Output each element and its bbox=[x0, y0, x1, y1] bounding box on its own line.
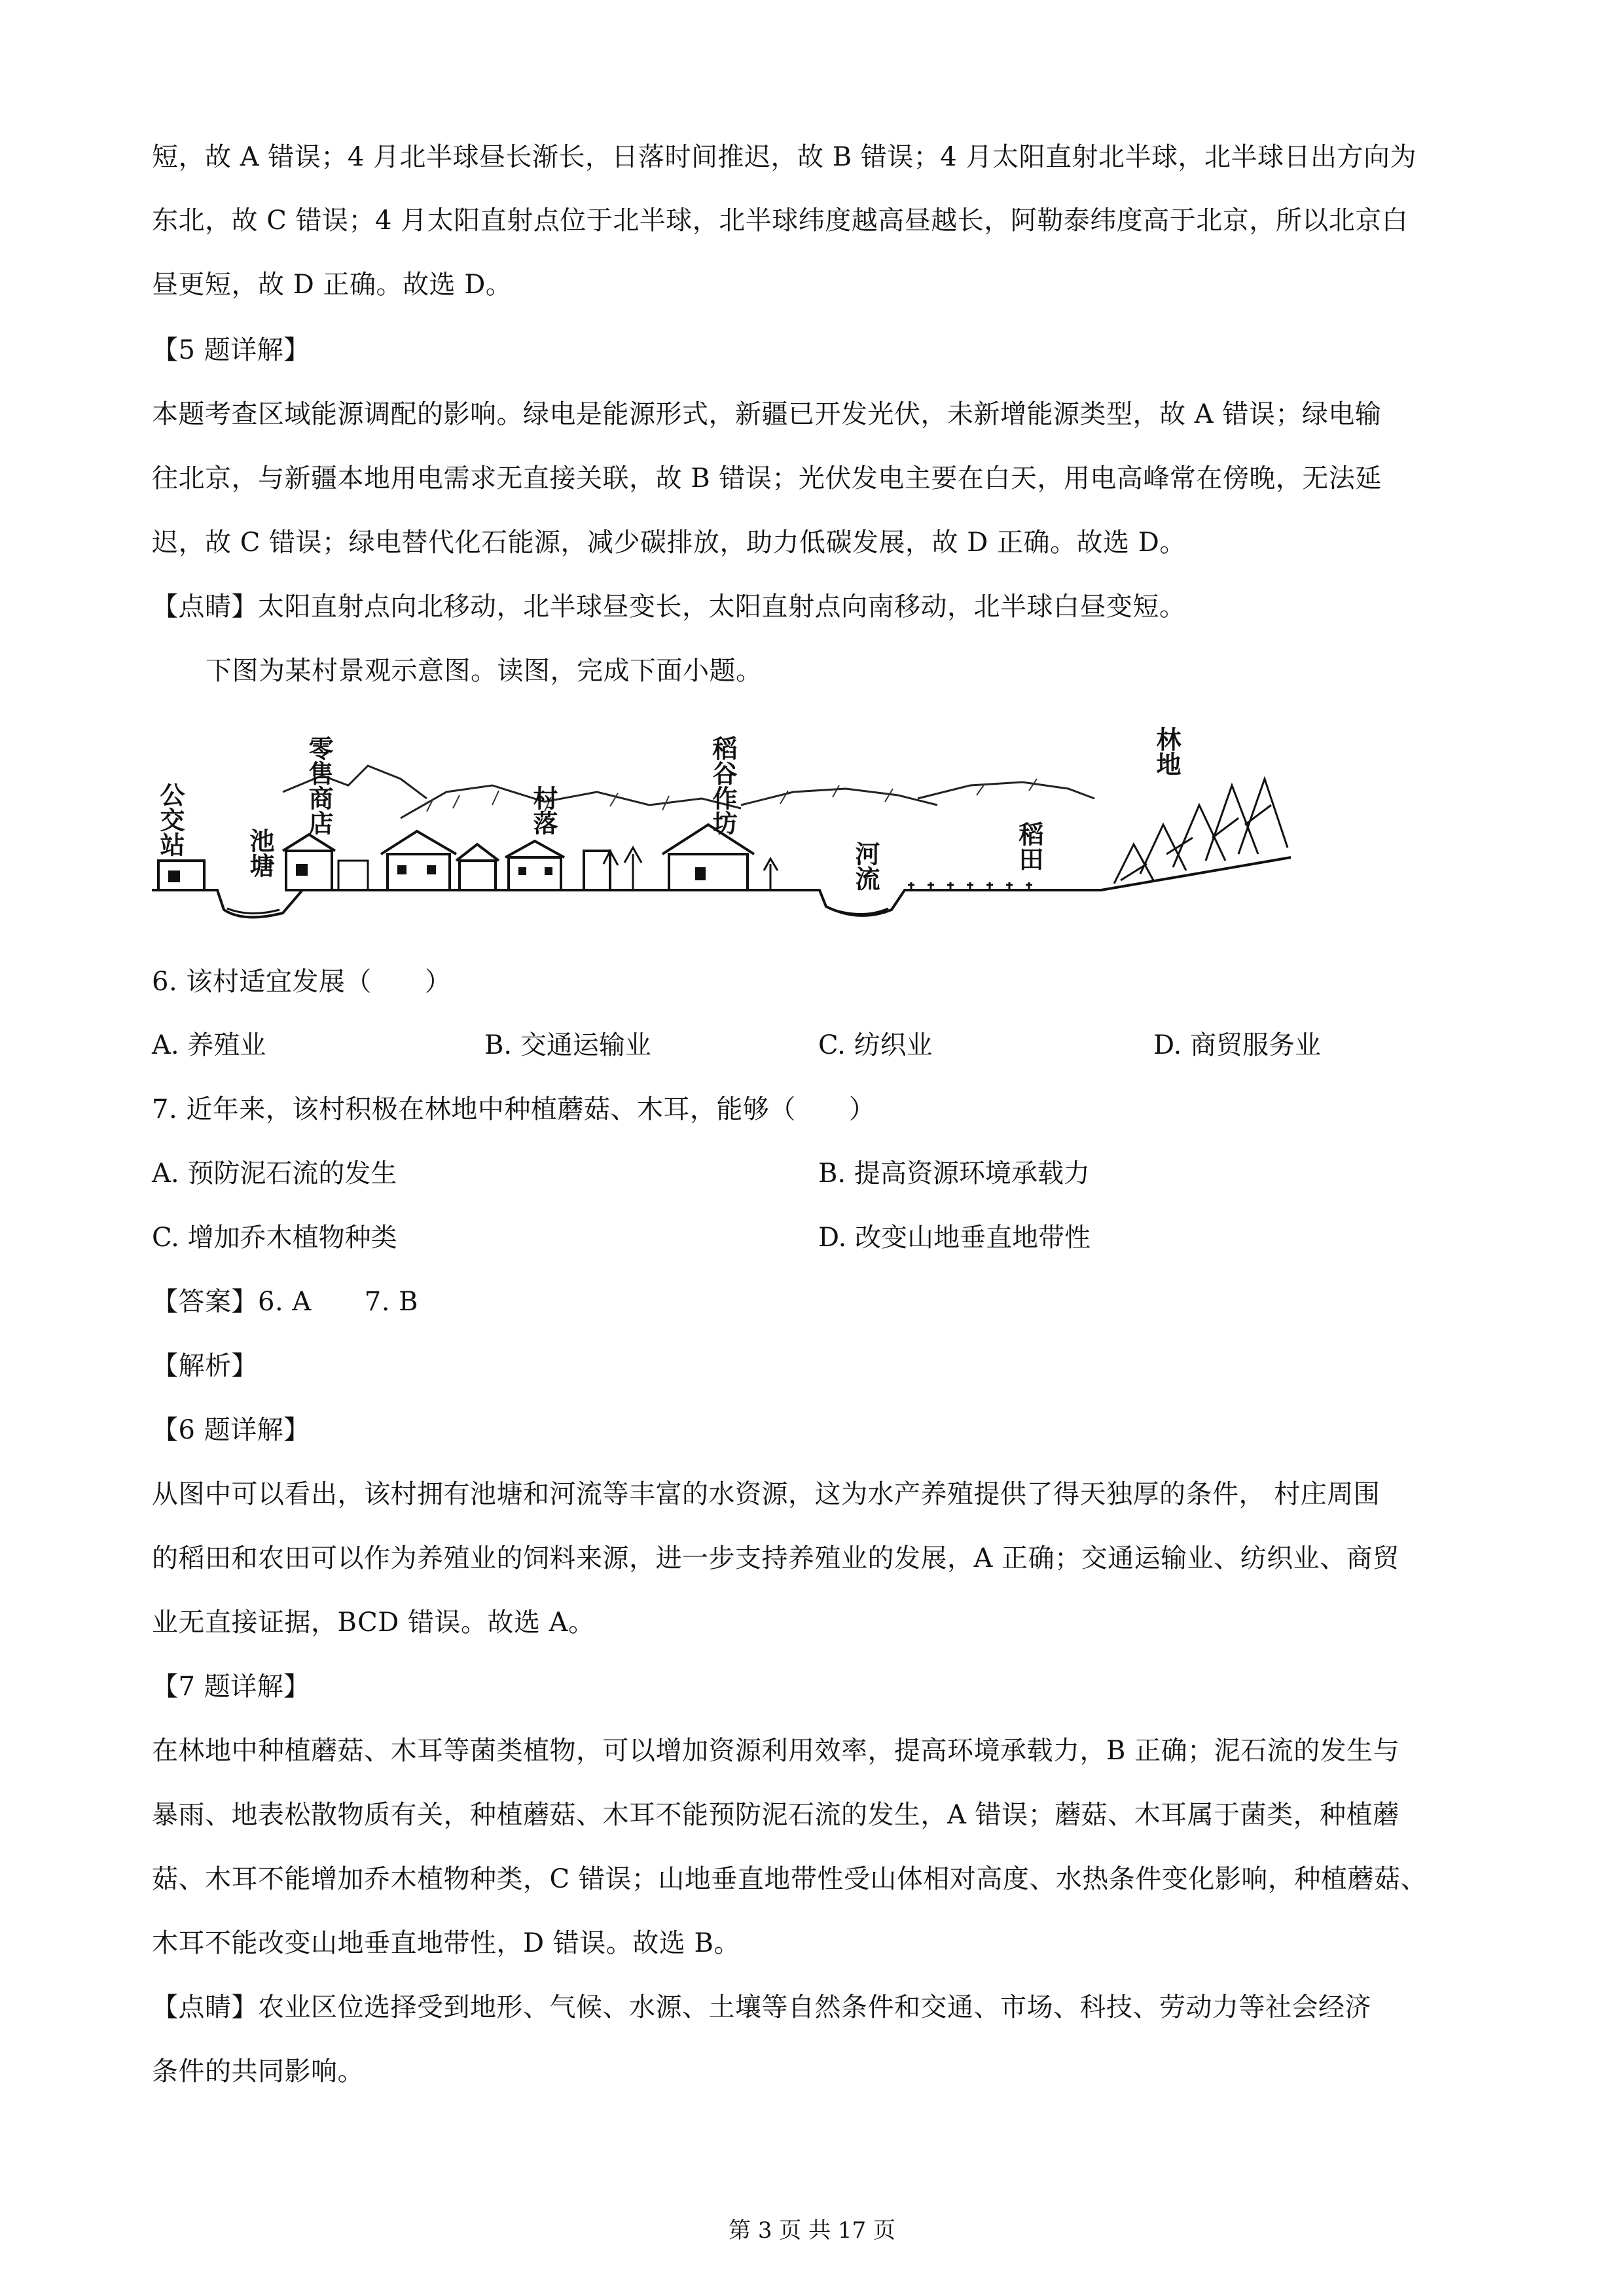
text-line: 业无直接证据，BCD 错误。故选 A。 bbox=[152, 1607, 595, 1638]
text-line: 往北京，与新疆本地用电需求无直接关联，故 B 错误；光伏发电主要在白天，用电高峰常在傍晚，无法延 bbox=[152, 463, 1382, 493]
page-footer: 第 3 页 共 17 页 bbox=[729, 2217, 895, 2244]
section-heading: 【6 题详解】 bbox=[152, 1415, 310, 1445]
figure-label: 公交站 bbox=[156, 782, 185, 857]
figure-label: 林地 bbox=[1152, 726, 1181, 776]
question-7-stem: 7. 近年来，该村积极在林地中种植蘑菇、木耳，能够（ ） bbox=[152, 1094, 876, 1124]
figure-label: 池塘 bbox=[245, 828, 274, 878]
section-heading: 【5 题详解】 bbox=[152, 335, 310, 365]
text-line: 迟，故 C 错误；绿电替代化石能源，减少碳排放，助力低碳发展，故 D 正确。故选 D。 bbox=[152, 528, 1186, 558]
text-line: 的稻田和农田可以作为养殖业的饲料来源，进一步支持养殖业的发展，A 正确；交通运输业、纺织业、商贸 bbox=[152, 1543, 1399, 1573]
tip-line: 条件的共同影响。 bbox=[152, 2056, 364, 2087]
q6-option-b: B. 交通运输业 bbox=[484, 1030, 651, 1060]
figure-label: 稻田 bbox=[1015, 821, 1043, 871]
village-landscape-figure bbox=[152, 713, 1291, 949]
q7-option-a: A. 预防泥石流的发生 bbox=[152, 1158, 397, 1189]
text-line: 木耳不能改变山地垂直地带性，D 错误。故选 B。 bbox=[152, 1928, 740, 1958]
text-line: 本题考查区域能源调配的影响。绿电是能源形式，新疆已开发光伏，未新增能源类型，故 A 错误；绿电输 bbox=[152, 399, 1382, 429]
text-line: 东北，故 C 错误；4 月太阳直射点位于北半球，北半球纬度越高昼越长，阿勒泰纬度高于北京，所以北京白 bbox=[152, 206, 1409, 236]
figure-label: 村落 bbox=[529, 785, 558, 835]
tip-line: 【点睛】太阳直射点向北移动，北半球昼变长，太阳直射点向南移动，北半球白昼变短。 bbox=[152, 592, 1186, 622]
figure-label: 河流 bbox=[851, 841, 880, 891]
text-line: 从图中可以看出，该村拥有池塘和河流等丰富的水资源，这为水产养殖提供了得天独厚的条件， 村庄周围 bbox=[152, 1479, 1380, 1509]
q6-option-d: D. 商贸服务业 bbox=[1153, 1030, 1322, 1060]
figure-label: 零售商店 bbox=[304, 736, 333, 835]
q7-option-b: B. 提高资源环境承载力 bbox=[818, 1158, 1090, 1189]
q6-option-c: C. 纺织业 bbox=[818, 1030, 933, 1060]
analysis-heading: 【解析】 bbox=[152, 1351, 258, 1381]
figure-intro: 下图为某村景观示意图。读图，完成下面小题。 bbox=[206, 656, 763, 686]
section-heading: 【7 题详解】 bbox=[152, 1672, 310, 1702]
tip-line: 【点睛】农业区位选择受到地形、气候、水源、土壤等自然条件和交通、市场、科技、劳动力等社会经济 bbox=[152, 1992, 1371, 2022]
figure-label: 稻谷作坊 bbox=[708, 736, 737, 835]
q7-option-c: C. 增加乔木植物种类 bbox=[152, 1223, 397, 1253]
question-6-stem: 6. 该村适宜发展（ ） bbox=[152, 967, 452, 997]
text-line: 昼更短，故 D 正确。故选 D。 bbox=[152, 270, 513, 300]
answer-line: 【答案】6. A 7. B bbox=[152, 1287, 419, 1317]
text-line: 在林地中种植蘑菇、木耳等菌类植物，可以增加资源利用效率，提高环境承载力，B 正确；泥石流的发生与 bbox=[152, 1736, 1400, 1766]
text-line: 短，故 A 错误；4 月北半球昼长渐长，日落时间推迟，故 B 错误；4 月太阳直射北半球，北半球日出方向为 bbox=[152, 142, 1416, 172]
q7-option-d: D. 改变山地垂直地带性 bbox=[818, 1223, 1091, 1253]
text-line: 菇、木耳不能增加乔木植物种类，C 错误；山地垂直地带性受山体相对高度、水热条件变化影响，种植蘑菇、 bbox=[152, 1864, 1427, 1894]
text-line: 暴雨、地表松散物质有关，种植蘑菇、木耳不能预防泥石流的发生，A 错误；蘑菇、木耳属于菌类，种植蘑 bbox=[152, 1800, 1399, 1830]
q6-option-a: A. 养殖业 bbox=[152, 1030, 266, 1060]
